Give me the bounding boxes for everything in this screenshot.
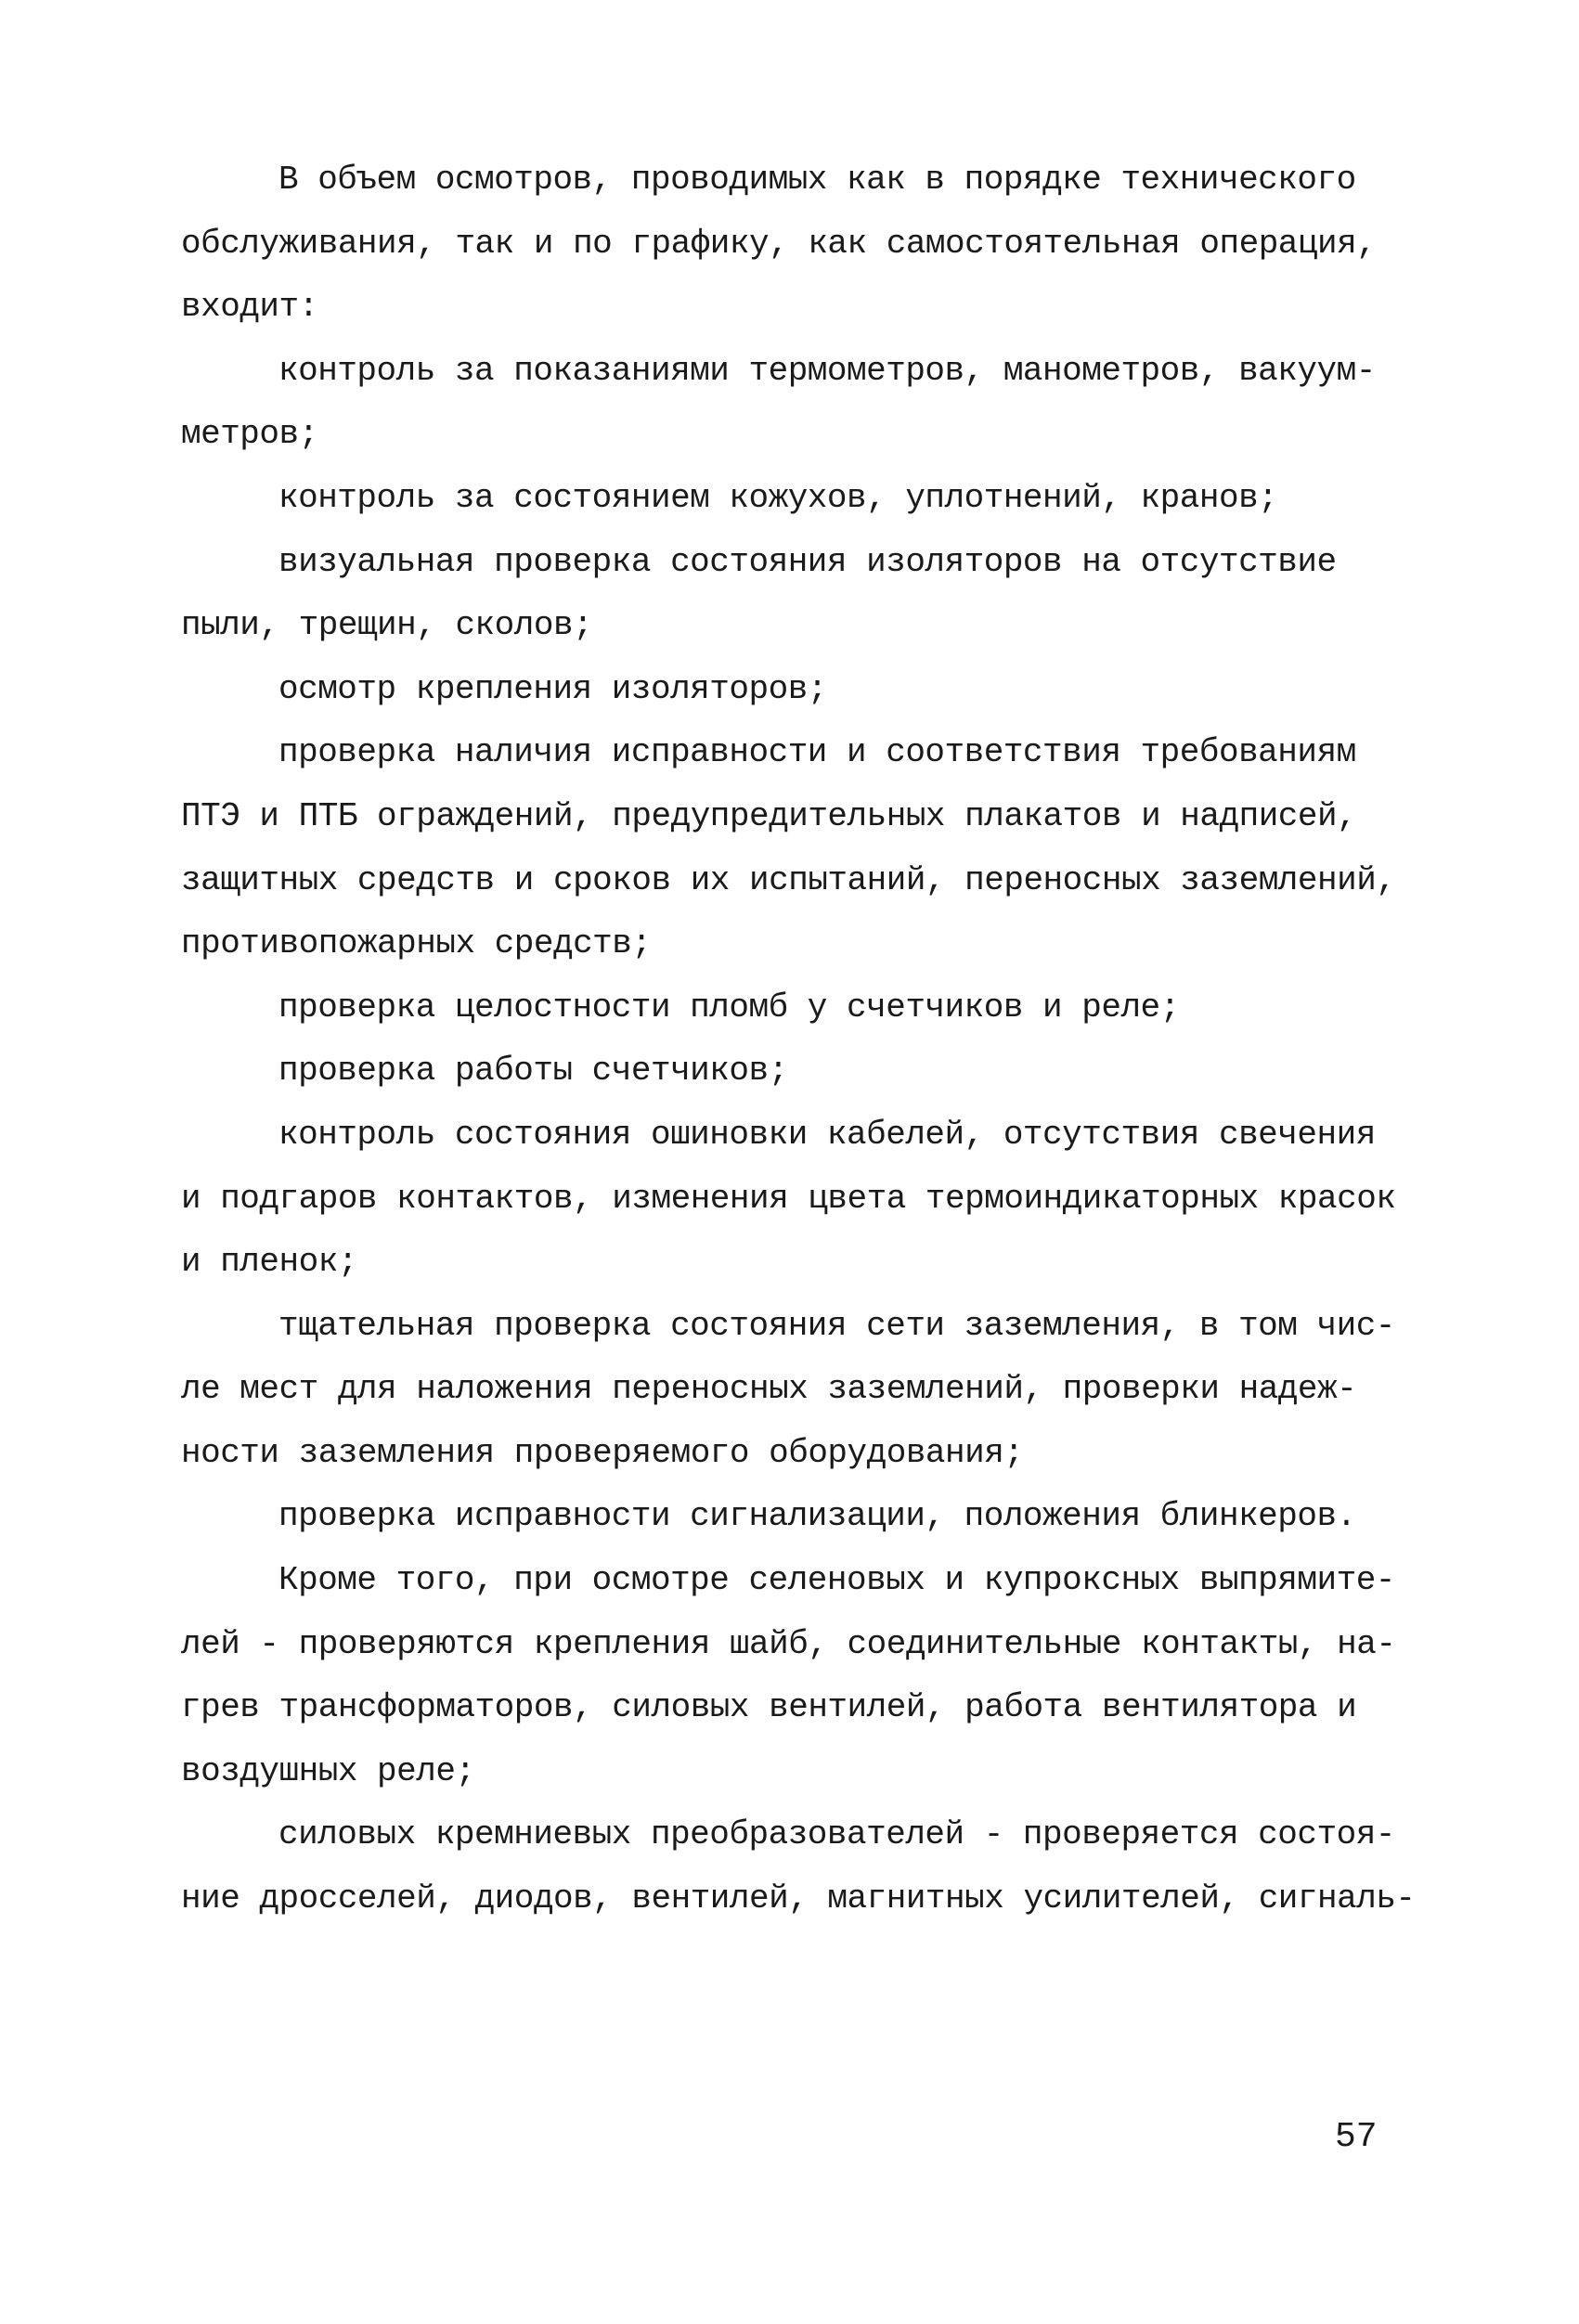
text-line: ле мест для наложения переносных заземлений, проверки надеж- — [181, 1370, 1357, 1409]
text-line: входит: — [181, 288, 318, 327]
text-line: контроль за состоянием кожухов, уплотнений, кранов; — [278, 478, 1278, 517]
text-line: противопожарных средств; — [181, 924, 652, 963]
text-line: ПТЭ и ПТБ ограждений, предупредительных плакатов и надписей, — [181, 796, 1357, 835]
text-line: визуальная проверка состояния изоляторов на отсутствие — [278, 542, 1337, 581]
text-line: лей - проверяются крепления шайб, соединительные контакты, на- — [181, 1624, 1396, 1663]
text-line: обслуживания, так и по графику, как самостоятельная операция, — [181, 224, 1377, 263]
text-line: силовых кремниевых преобразователей - проверяется состоя- — [278, 1815, 1395, 1854]
text-line: ние дросселей, диодов, вентилей, магнитных усилителей, сигналь- — [181, 1879, 1416, 1918]
text-line: Кроме того, при осмотре селеновых и купроксных выпрямите- — [278, 1561, 1395, 1600]
text-line: метров; — [181, 415, 318, 454]
text-line: проверка работы счетчиков; — [278, 1052, 788, 1091]
text-line: проверка целостности пломб у счетчиков и реле; — [278, 988, 1180, 1026]
text-line: тщательная проверка состояния сети заземления, в том чис- — [278, 1306, 1395, 1345]
text-line: контроль за показаниями термометров, манометров, вакуум- — [278, 351, 1376, 390]
text-line: проверка исправности сигнализации, положения блинкеров. — [278, 1497, 1356, 1536]
text-line: пыли, трещин, сколов; — [181, 606, 593, 645]
body-text — [181, 148, 1416, 1931]
text-line: грев трансформаторов, силовых вентилей, работа вентилятора и — [181, 1688, 1357, 1727]
text-line: контроль состояния ошиновки кабелей, отсутствия свечения — [278, 1115, 1376, 1154]
page-number: 57 — [1335, 2117, 1378, 2157]
text-line: и подгаров контактов, изменения цвета термоиндикаторных красок — [181, 1179, 1396, 1218]
text-line: проверка наличия исправности и соответствия требованиям — [278, 733, 1356, 772]
text-line: осмотр крепления изоляторов; — [278, 669, 827, 708]
text-line: защитных средств и сроков их испытаний, переносных заземлений, — [181, 860, 1396, 899]
text-line: и пленок; — [181, 1243, 357, 1282]
text-line: В объем осмотров, проводимых как в порядке технического — [278, 161, 1356, 199]
text-line: ности заземления проверяемого оборудования; — [181, 1433, 1024, 1472]
text-line: воздушных реле; — [181, 1751, 475, 1790]
